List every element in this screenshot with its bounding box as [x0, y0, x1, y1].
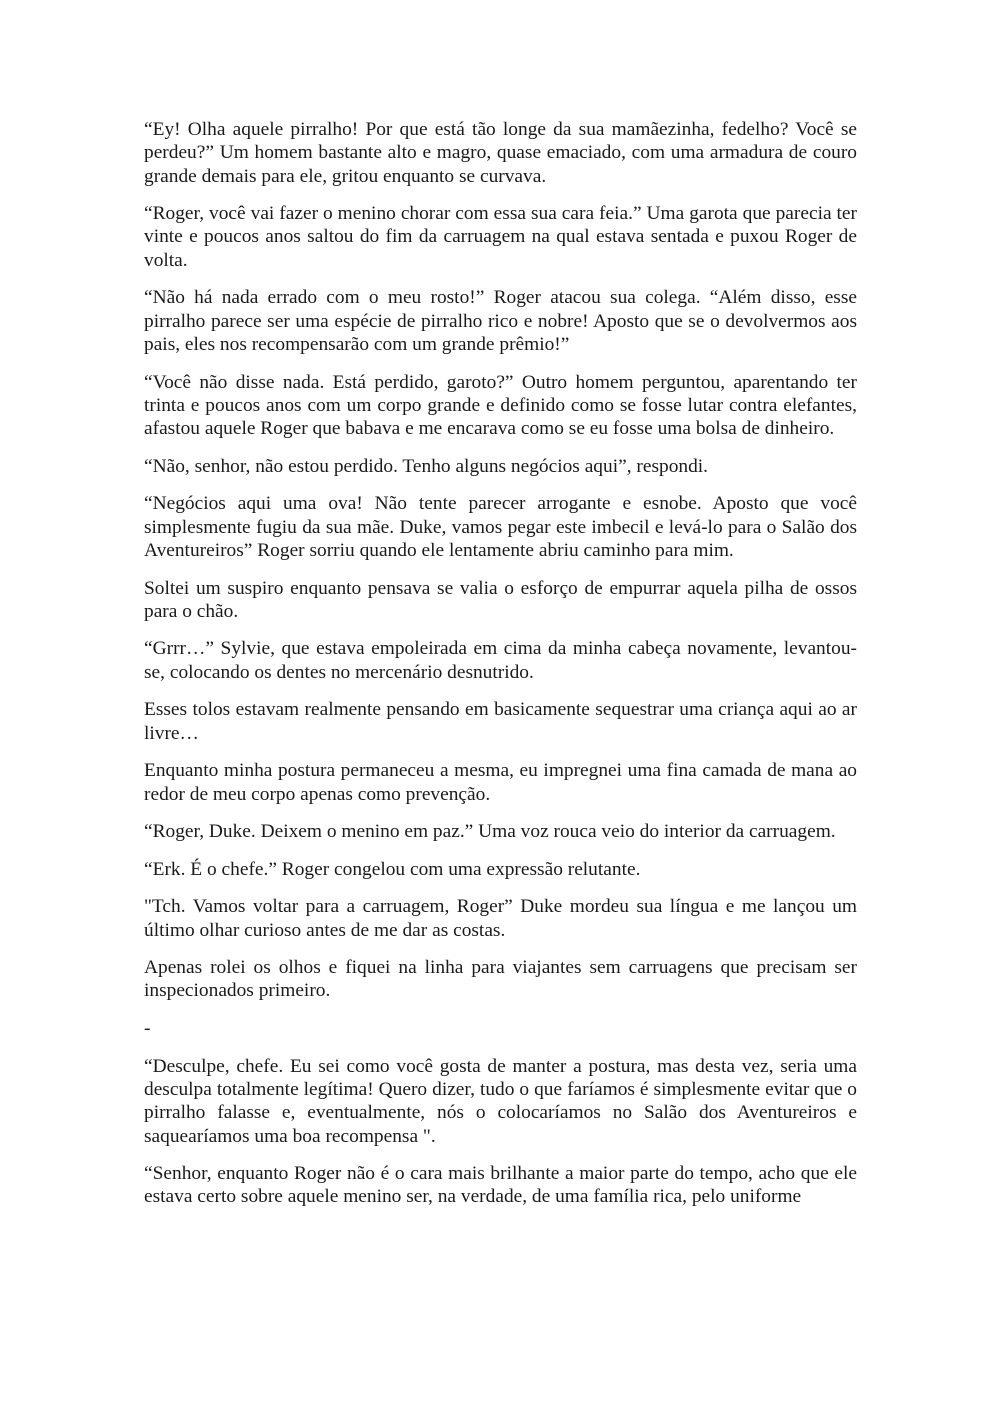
paragraph-9: Esses tolos estavam realmente pensando em basicamente sequestrar uma criança aqui ao ar livre… — [144, 699, 857, 744]
paragraph-14: Apenas rolei os olhos e fiquei na linha para viajantes sem carruagens que precisam ser inspecionados primeiro. — [144, 957, 857, 1002]
paragraph-4: “Você não disse nada. Está perdido, garoto?” Outro homem perguntou, aparentando ter trinta e poucos anos com um corpo grande e definido como se fosse lutar contra elefantes, afastou aquele Roger que babava e me encarava como se eu fosse uma bolsa de dinheiro. — [144, 371, 857, 440]
paragraph-16: “Senhor, enquanto Roger não é o cara mais brilhante a maior parte do tempo, acho que ele estava certo sobre aquele menino ser, na verdade, de uma família rica, pelo uniforme — [144, 1163, 857, 1208]
paragraph-8: “Grrr…” Sylvie, que estava empoleirada em cima da minha cabeça novamente, levantou-se, colocando os dentes no mercenário desnutrido. — [144, 638, 857, 683]
paragraph-7: Soltei um suspiro enquanto pensava se valia o esforço de empurrar aquela pilha de ossos para o chão. — [144, 577, 857, 622]
document-page — [144, 118, 857, 1223]
paragraph-2: “Roger, você vai fazer o menino chorar com essa sua cara feia.” Uma garota que parecia ter vinte e poucos anos saltou do fim da carruagem na qual estava sentada e puxou Roger de volta. — [144, 203, 857, 271]
paragraph-11: “Roger, Duke. Deixem o menino em paz.” Uma voz rouca veio do interior da carruagem. — [144, 821, 836, 843]
paragraph-13: "Tch. Vamos voltar para a carruagem, Roger” Duke mordeu sua língua e me lançou um último olhar curioso antes de me dar as costas. — [144, 896, 857, 941]
paragraph-15: “Desculpe, chefe. Eu sei como você gosta de manter a postura, mas desta vez, seria uma desculpa totalmente legítima! Quero dizer, tudo o que faríamos é simplesmente evitar que o pirralho falasse e, eventualmente, nós o colocaríamos no Salão dos Aventureiros e saquearíamos uma boa recompensa ". — [144, 1055, 857, 1147]
paragraph-6: “Negócios aqui uma ova! Não tente parecer arrogante e esnobe. Aposto que você simplesmente fugiu da sua mãe. Duke, vamos pegar este imbecil e levá-lo para o Salão dos Aventureiros” Roger sorriu quando ele lentamente abriu caminho para mim. — [144, 493, 857, 561]
paragraph-12: “Erk. É o chefe.” Roger congelou com uma expressão relutante. — [144, 858, 641, 880]
paragraph-1: “Ey! Olha aquele pirralho! Por que está tão longe da sua mamãezinha, fedelho? Você se perdeu?” Um homem bastante alto e magro, quase emaciado, com uma armadura de couro grande demais para ele, gritou enquanto se curvava. — [144, 119, 857, 187]
scene-separator: - — [144, 1018, 151, 1040]
paragraph-3: “Não há nada errado com o meu rosto!” Roger atacou sua colega. “Além disso, esse pirralho parece ser uma espécie de pirralho rico e nobre! Aposto que se o devolvermos aos pais, eles nos recompensarão com um grande prêmio!” — [144, 287, 857, 355]
paragraph-5: “Não, senhor, não estou perdido. Tenho alguns negócios aqui”, respondi. — [144, 455, 709, 477]
paragraph-10: Enquanto minha postura permaneceu a mesma, eu impregnei uma fina camada de mana ao redor de meu corpo apenas como prevenção. — [144, 760, 857, 805]
